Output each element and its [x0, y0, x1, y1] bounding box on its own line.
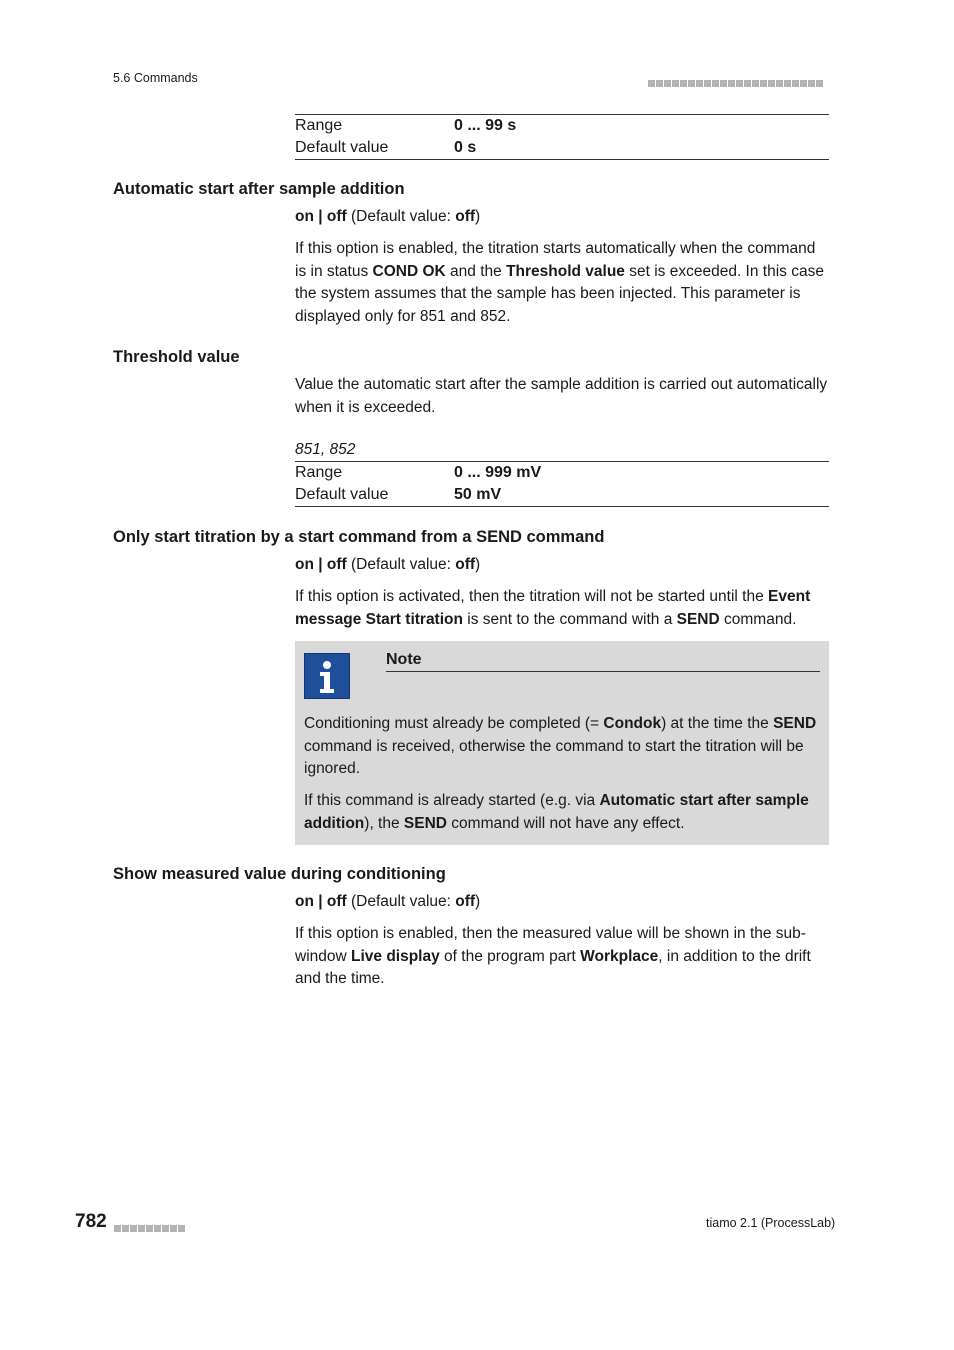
option-off: off — [326, 556, 347, 573]
models-label: 851, 852 — [295, 441, 356, 458]
description-auto-start — [295, 238, 829, 328]
text: ) at the time the — [661, 715, 774, 732]
options-line — [295, 554, 829, 577]
text: command is received, otherwise the command to start the titration will be ignored. — [304, 737, 804, 778]
option-off: off — [326, 208, 347, 225]
option-sep: | — [313, 208, 327, 225]
page-number: 782 — [75, 1211, 107, 1232]
bold-term: Threshold value — [506, 262, 625, 280]
bold-term: SEND — [676, 610, 720, 628]
param-value: 0 ... 999 mV — [454, 464, 542, 481]
option-on: on — [295, 556, 314, 573]
param-table-1 — [295, 114, 829, 160]
text: If this option is enabled, the titration starts automatically when the command is in status — [295, 240, 816, 280]
bold-term: SEND — [773, 715, 817, 732]
description-show-measured — [295, 923, 829, 991]
text: of the program part — [439, 947, 581, 965]
footer-product: tiamo 2.1 (ProcessLab) — [706, 1216, 836, 1230]
options-line — [295, 891, 829, 914]
param-value: 0 ... 99 s — [454, 117, 517, 134]
text: , in addition to the drift and the time. — [295, 947, 811, 988]
bold-term: Event message Start titration — [295, 588, 811, 628]
default-suffix: ) — [475, 208, 481, 225]
default-suffix: ) — [475, 556, 481, 573]
bold-term: Condok — [603, 715, 662, 732]
default-prefix: (Default value: — [346, 556, 456, 573]
text: set is exceeded. In this case the system assumes that the sample has been injected. This parameter is displayed only for 851 and 852. — [295, 262, 824, 325]
table-row — [295, 462, 829, 485]
running-head-section: 5.6 Commands — [113, 71, 198, 85]
description-threshold: Value the automatic start after the sample addition is carried out automatically when it is exceeded. — [295, 376, 828, 416]
section-heading-auto-start: Automatic start after sample addition — [113, 180, 405, 198]
option-sep: | — [313, 556, 327, 573]
default-value: off — [455, 893, 476, 910]
text: command will not have any effect. — [447, 814, 685, 832]
note-paragraph-1 — [304, 713, 820, 781]
param-key: Default value — [295, 139, 389, 156]
text: ), the — [364, 814, 404, 832]
note-title: Note — [386, 651, 820, 672]
param-value: 50 mV — [454, 486, 502, 503]
table-row — [295, 115, 829, 138]
bold-term: COND OK — [372, 262, 446, 280]
param-key: Range — [295, 117, 343, 134]
header-decoration — [648, 75, 824, 93]
param-key: Default value — [295, 486, 389, 503]
text: Conditioning must already be completed (= — [304, 715, 604, 732]
section-heading-show-measured: Show measured value during conditioning — [113, 865, 446, 883]
info-icon — [304, 653, 350, 699]
footer-decoration — [114, 1220, 186, 1238]
default-suffix: ) — [475, 893, 481, 910]
bold-term: Workplace — [580, 947, 659, 965]
section-heading-only-start: Only start titration by a start command from a SEND command — [113, 528, 605, 546]
text: and the — [445, 262, 507, 280]
option-sep: | — [313, 893, 327, 910]
text: If this option is enabled, then the measured value will be shown in the subwindow — [295, 925, 806, 965]
default-value: off — [455, 208, 476, 225]
default-value: off — [455, 556, 476, 573]
param-key: Range — [295, 464, 343, 481]
default-prefix: (Default value: — [346, 893, 456, 910]
param-value: 0 s — [454, 139, 477, 156]
default-prefix: (Default value: — [346, 208, 456, 225]
text: command. — [719, 610, 797, 628]
options-line — [295, 206, 829, 229]
bold-term: SEND — [403, 814, 447, 832]
section-heading-threshold: Threshold value — [113, 348, 240, 366]
table-row — [295, 484, 829, 507]
option-on: on — [295, 208, 314, 225]
bold-term: Automatic start after sample addition — [304, 792, 809, 832]
option-on: on — [295, 893, 314, 910]
text: If this option is activated, then the titration will not be started until the — [295, 588, 769, 605]
param-table-threshold — [295, 461, 829, 507]
text: is sent to the command with a — [462, 610, 677, 628]
option-off: off — [326, 893, 347, 910]
text: If this command is already started (e.g. via — [304, 792, 600, 809]
description-only-start — [295, 586, 829, 631]
table-row — [295, 137, 829, 160]
note-paragraph-2 — [304, 790, 820, 835]
bold-term: Live display — [351, 947, 440, 965]
